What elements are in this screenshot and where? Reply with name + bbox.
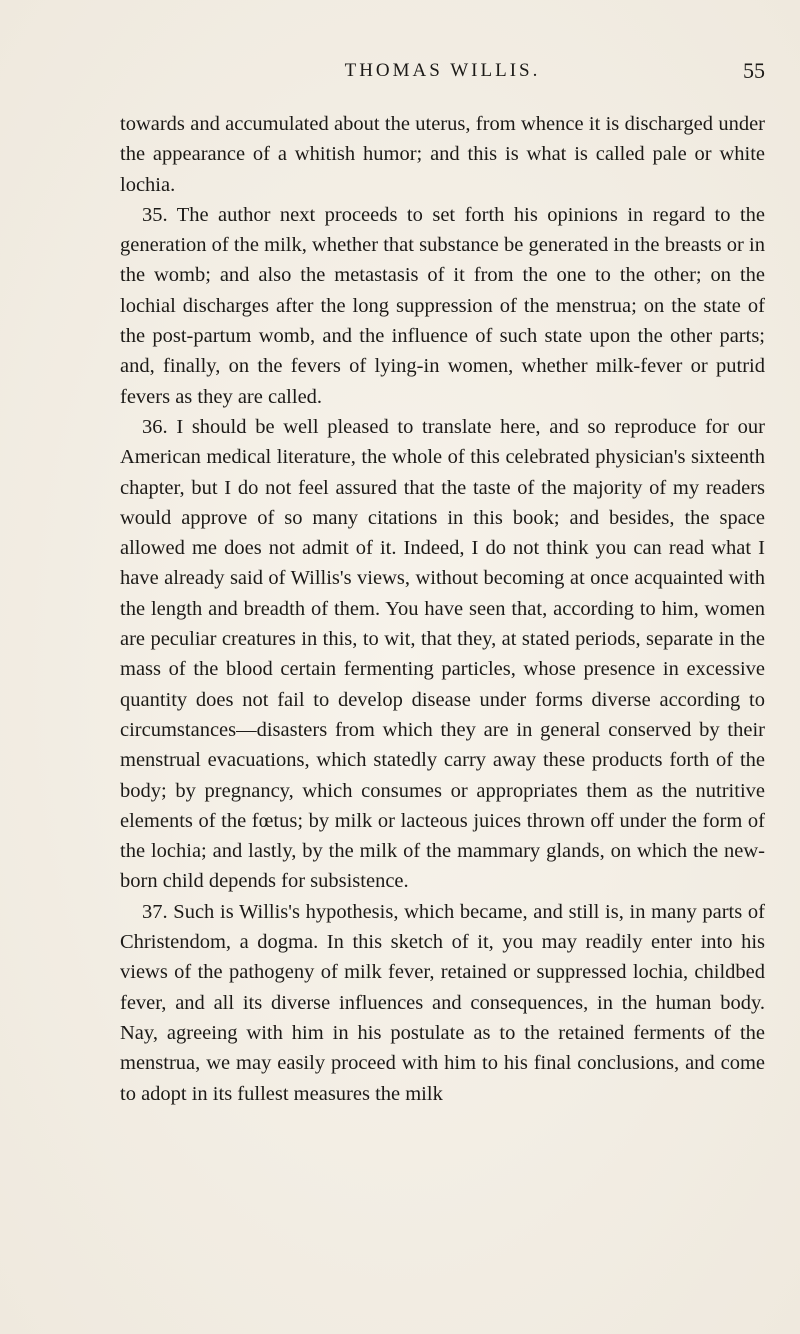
paragraph-35: 35. The author next proceeds to set forth his opinions in regard to the generation of the milk, whether that substance be generated in the breasts or in the womb; and also the metastasis of it from the one to the other; on the lochial discharges after the long suppression of the menstrua; on the state of the post-partum womb, and the influence of such state upon the other parts; and, finally, on the fevers of lying-in women, whether milk-fever or putrid fevers as they are called. (120, 203, 765, 408)
paragraph-37: 37. Such is Willis's hypothesis, which became, and still is, in many parts of Christendom, a dogma. In this sketch of it, you may readily enter into his views of the pathogeny of milk fever, retained or suppressed lochia, childbed fever, and all its diverse influences and consequences, in the human body. Nay, agreeing with him in his postulate as to the retained ferments of the menstrua, we may easily proceed with him to his final conclusions, and come to adopt in its fullest measures the milk (120, 900, 765, 1105)
running-title: THOMAS WILLIS. (344, 60, 541, 81)
running-head (120, 58, 765, 88)
paragraph-continuation: towards and accumulated about the uterus, from whence it is discharged under the appearance of a whitish humor; and this is what is called pale or white lochia. (120, 113, 765, 196)
page-number: 55 (743, 58, 765, 83)
body-text (120, 109, 765, 1109)
paragraph-36: 36. I should be well pleased to translate here, and so reproduce for our American medical literature, the whole of this celebrated physician's sixteenth chapter, but I do not feel assured that the taste of the majority of my readers would approve of so many citations in this book; and besides, the space allowed me does not admit of it. Indeed, I do not think you can read what I have already said of Willis's views, without becoming at once acquainted with the length and breadth of them. You have seen that, according to him, women are peculiar creatures in this, to wit, that they, at stated periods, separate in the mass of the blood certain fermenting particles, whose presence in excessive quantity does not fail to develop disease under forms diverse according to circumstances—disasters from which they are in general conserved by their menstrual evacuations, which statedly carry away these products forth of the body; by pregnancy, which consumes or appropriates them as the nutritive elements of the fœtus; by milk or lacteous juices thrown off under the form of the lochia; and lastly, by the milk of the mammary glands, on which the new-born child depends for subsistence. (120, 415, 765, 893)
